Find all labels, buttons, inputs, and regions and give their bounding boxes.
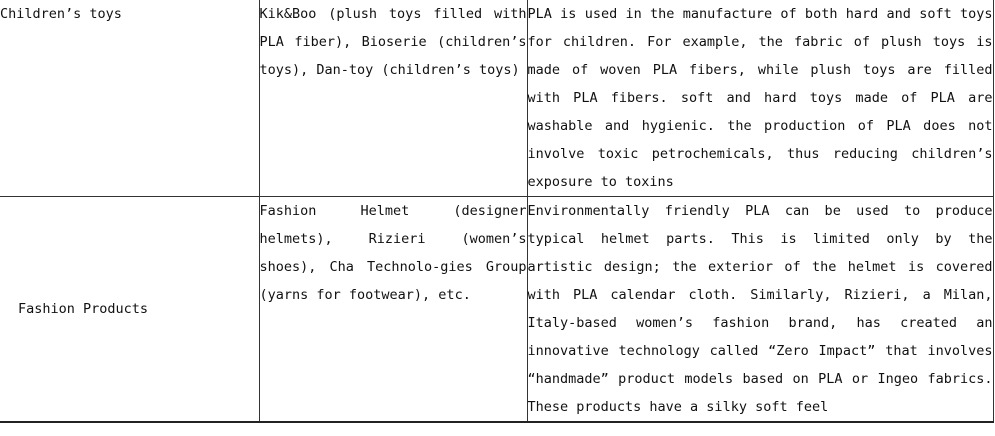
category-cell (0, 197, 259, 423)
brands-text: Fashion Helmet (designer helmets), Rizieri (women’s shoes), Cha Technolo-gies Group (yarns for footwear), etc. (259, 203, 527, 303)
description-text: Environmentally friendly PLA can be used to produce typical helmet parts. This is limited only by the artistic design; the exterior of the helmet is covered with PLA calendar cloth. Similarly, Rizieri, a Milan, Italy-based women’s fashion brand, has created an innovative technology called “Zero Impact” that involves “handmade” product models based on PLA or Ingeo fabrics. These products have a silky soft feel (527, 203, 993, 415)
brands-cell (259, 0, 527, 197)
category-text: Fashion Products (18, 301, 149, 317)
description-cell (527, 197, 993, 423)
table-row (0, 197, 993, 423)
description-text: PLA is used in the manufacture of both hard and soft toys for children. For example, the fabric of plush toys is made of woven PLA fibers, while plush toys are filled with PLA fibers. soft and hard toys made of PLA are washable and hygienic. the production of PLA does not involve toxic petrochemicals, thus reducing children’s exposure to toxins (527, 6, 993, 190)
brands-text: Kik&Boo (plush toys filled with PLA fiber), Bioserie (children’s toys), Dan-toy (children’s toys) (259, 6, 527, 78)
description-cell (527, 0, 993, 197)
category-cell (0, 0, 259, 197)
brands-cell (259, 197, 527, 423)
category-text: Children’s toys (0, 6, 122, 22)
table-row (0, 0, 993, 197)
